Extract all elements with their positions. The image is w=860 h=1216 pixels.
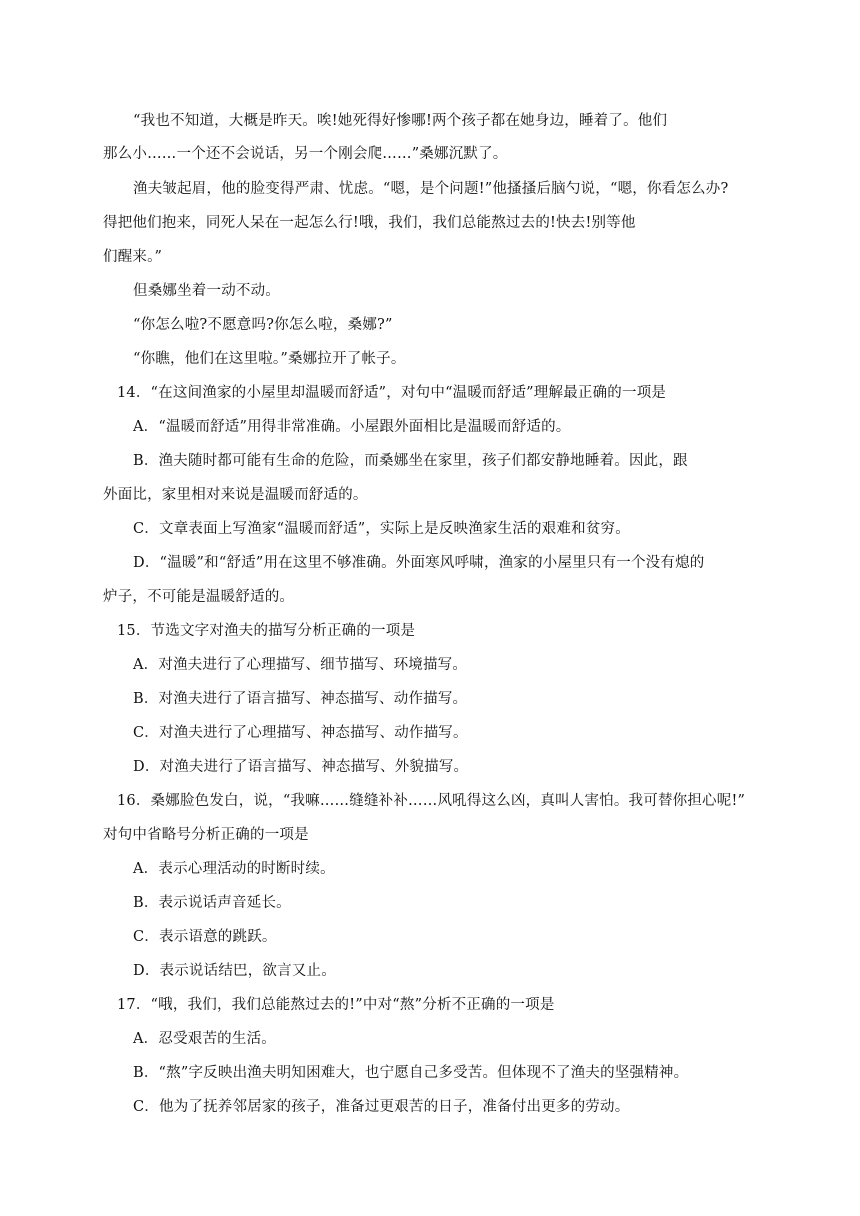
option-b: B．渔夫随时都可能有生命的危险，而桑娜坐在家里，孩子们都安静地睡着。因此，跟 — [133, 453, 688, 469]
story-paragraph-line: “我也不知道，大概是昨天。唉!她死得好惨哪!两个孩子都在她身边，睡着了。他们 — [133, 113, 668, 129]
question-17: 17．“哦，我们，我们总能熬过去的!”中对“熬”分析不正确的一项是 — [117, 997, 555, 1013]
option-c: C．对渔夫进行了心理描写、神态描写、动作描写。 — [133, 725, 468, 741]
option-d: D．对渔夫进行了语言描写、神态描写、外貌描写。 — [133, 759, 469, 775]
option-c: C．表示语意的跳跃。 — [133, 929, 277, 945]
option-a: A．忍受艰苦的生活。 — [133, 1031, 276, 1047]
story-paragraph-line: “你瞧，他们在这里啦。”桑娜拉开了帐子。 — [133, 351, 406, 367]
option-d: D．“温暖”和“舒适”用在这里不够准确。外面寒风呼啸，渔家的小屋里只有一个没有熄的 — [133, 555, 705, 571]
question-continuation: 对句中省略号分析正确的一项是 — [103, 827, 309, 843]
story-paragraph-line: 那么小……一个还不会说话，另一个刚会爬……”桑娜沉默了。 — [103, 146, 508, 162]
option-a: A．表示心理活动的时断时续。 — [133, 861, 335, 877]
option-c: C．文章表面上写渔家“温暖而舒适”，实际上是反映渔家生活的艰难和贫穷。 — [133, 521, 630, 537]
option-d: D．表示说话结巴，欲言又止。 — [133, 963, 336, 979]
question-15: 15．节选文字对渔夫的描写分析正确的一项是 — [117, 623, 416, 639]
option-b: B．对渔夫进行了语言描写、神态描写、动作描写。 — [133, 691, 468, 707]
story-paragraph-line: 但桑娜坐着一动不动。 — [133, 283, 280, 299]
question-14: 14．“在这间渔家的小屋里却温暖而舒适”，对句中“温暖而舒适”理解最正确的一项是 — [117, 385, 667, 401]
question-16: 16．桑娜脸色发白，说，“我嘛……缝缝补补……风吼得这么凶，真叫人害怕。我可替你担心呢!” — [117, 793, 746, 809]
option-a: A．“温暖而舒适”用得非常准确。小屋跟外面相比是温暖而舒适的。 — [133, 419, 571, 435]
story-paragraph-line: 得把他们抱来，同死人呆在一起怎么行!哦，我们，我们总能熬过去的!快去!别等他 — [103, 215, 636, 231]
option-continuation: 炉子，不可能是温暖舒适的。 — [103, 589, 295, 605]
story-paragraph-line: 们醒来。” — [103, 249, 163, 265]
option-b: B．表示说话声音延长。 — [133, 895, 291, 911]
story-paragraph-line: “你怎么啦?不愿意吗?你怎么啦，桑娜?” — [133, 317, 393, 333]
story-paragraph-line: 渔夫皱起眉，他的脸变得严肃、忧虑。“嗯，是个问题!”他搔搔后脑勺说，“嗯，你看怎么办? — [133, 181, 729, 197]
option-c: C．他为了抚养邻居家的孩子，准备过更艰苦的日子，准备付出更多的劳动。 — [133, 1099, 630, 1115]
option-a: A．对渔夫进行了心理描写、细节描写、环境描写。 — [133, 657, 468, 673]
option-continuation: 外面比，家里相对来说是温暖而舒适的。 — [103, 487, 368, 503]
option-b: B．“熬”字反映出渔夫明知困难大，也宁愿自己多受苦。但体现不了渔夫的坚强精神。 — [133, 1065, 689, 1081]
